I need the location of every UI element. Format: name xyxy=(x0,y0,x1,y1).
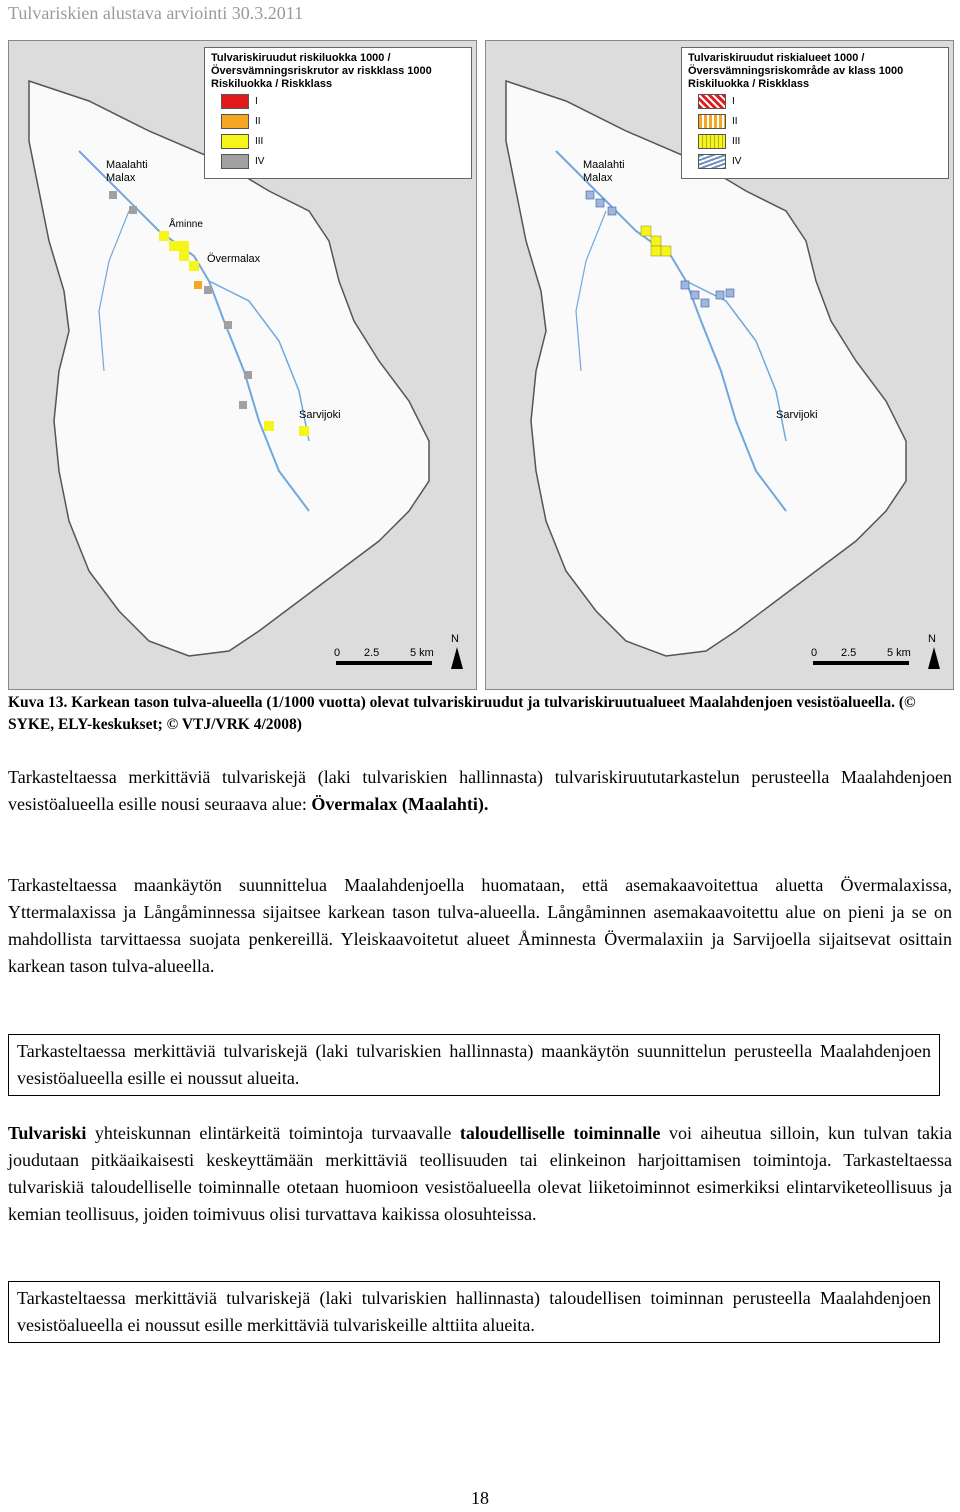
legend-right-subtitle: Riskiluokka / Riskklass xyxy=(688,78,810,90)
map-left-legend xyxy=(204,47,472,179)
paragraph-3-text-1: yhteiskunnan elintärkeitä toimintoja turvaavalle xyxy=(86,1123,460,1143)
legend-title-line2: Översvämningsriskrutor av riskklass 1000 xyxy=(211,65,432,77)
legend-swatch-2 xyxy=(221,114,249,129)
legend-subtitle: Riskiluokka / Riskklass xyxy=(211,78,333,90)
legend-right-swatch-2 xyxy=(698,114,726,129)
legend-right-row-1 xyxy=(698,94,735,109)
place-label-overmalax: Övermalax xyxy=(207,253,261,265)
map-right-legend xyxy=(681,47,949,179)
legend-right-row-4 xyxy=(698,154,741,169)
legend-right-row-3 xyxy=(698,134,740,149)
place-label-aminne: Åminne xyxy=(169,219,203,230)
north-label: N xyxy=(451,633,459,645)
legend-label-4: IV xyxy=(255,156,265,167)
summary-box-1: Tarkasteltaessa merkittäviä tulvariskejä (laki tulvariskien hallinnasta) maankäytön suunnittelun perusteella Maalahdenjoen vesistöalueella esille ei noussut alueita. xyxy=(8,1034,940,1096)
legend-right-row-2 xyxy=(698,114,738,129)
legend-right-title-line2: Översvämningsriskområde av klass 1000 xyxy=(688,65,904,77)
legend-row-1 xyxy=(221,94,258,109)
legend-right-label-4: IV xyxy=(732,156,742,167)
place-label-malax: Malax xyxy=(106,172,136,184)
legend-right-label-1: I xyxy=(732,96,735,107)
legend-right-swatch-4 xyxy=(698,154,726,169)
place-label-maalahti-right: Maalahti xyxy=(583,159,625,171)
place-label-sarvijoki-right: Sarvijoki xyxy=(776,409,818,421)
page-header: Tulvariskien alustava arviointi 30.3.2011 xyxy=(8,3,304,23)
legend-row-3 xyxy=(221,134,263,149)
north-label-right: N xyxy=(928,633,936,645)
legend-label-1: I xyxy=(255,96,258,107)
legend-right-label-2: II xyxy=(732,116,738,127)
page-number: 18 xyxy=(471,1488,489,1508)
summary-box-2: Tarkasteltaessa merkittäviä tulvariskejä (laki tulvariskien hallinnasta) taloudellisen toiminnan perusteella Maalahdenjoen vesistöalueella ei noussut esille merkittäviä tulvariskeille alttiita alueita. xyxy=(8,1281,940,1343)
legend-title-line1: Tulvariskiruudut riskiluokka 1000 / xyxy=(211,52,391,64)
legend-row-4 xyxy=(221,154,264,169)
map-figure xyxy=(8,40,952,688)
legend-right-swatch-1 xyxy=(698,94,726,109)
legend-swatch-1 xyxy=(221,94,249,109)
scale-right-label-0: 0 xyxy=(811,647,818,659)
legend-right-label-3: III xyxy=(732,136,741,147)
north-arrow-left xyxy=(451,633,463,669)
scale-label-end: 5 km xyxy=(410,647,434,659)
paragraph-3-bold-2: taloudelliselle toiminnalle xyxy=(459,1123,661,1143)
map-right xyxy=(485,40,954,690)
legend-row-2 xyxy=(221,114,261,129)
paragraph-3-bold-1: Tulvariski xyxy=(8,1123,87,1143)
legend-label-2: II xyxy=(255,116,261,127)
legend-right-swatch-3 xyxy=(698,134,726,149)
paragraph-1-bold: Övermalax (Maalahti). xyxy=(311,794,489,814)
scale-label-0: 0 xyxy=(334,647,341,659)
legend-label-3: III xyxy=(255,136,264,147)
map-left xyxy=(8,40,477,690)
legend-swatch-3 xyxy=(221,134,249,149)
paragraph-2: Tarkasteltaessa maankäytön suunnittelua Maalahdenjoella huomataan, että asemakaavoitettua aluetta Övermalaxissa, Yttermalaxissa ja Långåminnessa sijaitsee karkean tason tulva-alueella. Långåminnen asemakaavoitettu alue on pieni ja se on mahdollista tarvittaessa suojata penkereillä. Yleiskaavoitetut alueet Åminnesta Övermalaxiin ja Sarvijoella sijaitsevat osittain karkean tason tulva-alueella. xyxy=(8,875,952,976)
paragraph-1 xyxy=(8,764,952,818)
paragraph-3 xyxy=(8,1120,952,1228)
figure-caption: Kuva 13. Karkean tason tulva-alueella (1/1000 vuotta) olevat tulvariskiruudut ja tulvariskiruutualueet Maalahdenjoen vesistöalueella. (© SYKE, ELY-keskukset; © VTJ/VRK 4/2008) xyxy=(8,694,916,733)
scale-right-label-mid: 2.5 xyxy=(841,647,857,659)
north-arrow-right xyxy=(928,633,940,669)
place-label-maalahti: Maalahti xyxy=(106,159,148,171)
paragraph-3-text-2: voi aiheutua silloin, kun tulvan takia joudutaan pitkäaikaisesti keskeyttämään merkittäviä teollisuuden tai elinkeinon harjoittamisen toimintoja. Tarkasteltaessa tulvariskiä taloudelliselle toiminnalle otetaan huomioon vesistöalueella olevat liiketoiminnot esimerkiksi elintarviketeollisuus ja kemian teollisuus, joiden toimivuus olisi turvattava kaikissa olosuhteissa. xyxy=(8,1123,953,1224)
scale-right-label-end: 5 km xyxy=(887,647,911,659)
legend-swatch-4 xyxy=(221,154,249,169)
paragraph-1-text: Tarkasteltaessa merkittäviä tulvariskejä (laki tulvariskien hallinnasta) tulvariskiruututarkastelun perusteella Maalahdenjoen vesistöalueella esille nousi seuraava alue: xyxy=(8,767,952,814)
place-label-sarvijoki: Sarvijoki xyxy=(299,409,341,421)
scale-label-mid: 2.5 xyxy=(364,647,380,659)
place-label-malax-right: Malax xyxy=(583,172,613,184)
legend-right-title-line1: Tulvariskiruudut riskialueet 1000 / xyxy=(688,52,865,64)
